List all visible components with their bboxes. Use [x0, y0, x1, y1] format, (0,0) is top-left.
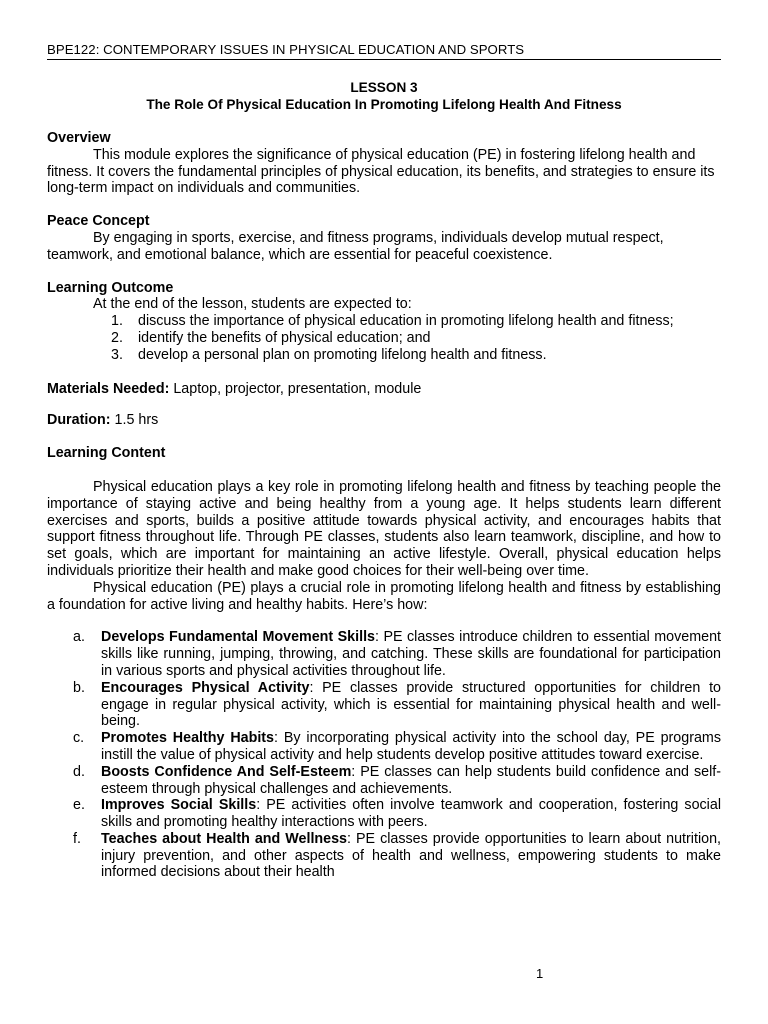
- document-page: [47, 42, 721, 881]
- list-letter: c.: [73, 730, 85, 747]
- benefits-list: [47, 629, 721, 881]
- list-number: 3.: [111, 346, 123, 363]
- lesson-title: The Role Of Physical Education In Promoting Lifelong Health And Fitness: [146, 97, 622, 112]
- duration-label: Duration:: [47, 412, 111, 429]
- item-heading: Promotes Healthy Habits: [101, 730, 275, 747]
- content-paragraph-1: Physical education plays a key role in promoting lifelong health and fitness by teaching people the importance of staying active and being healthy from a young age. It helps students learn different exercises and sports, builds a positive attitude towards physical activity, and encourages habits that support fitness throughout life. Through PE classes, students also learn teamwork, discipline, and how to set goals, which are important for maintaining an active lifestyle. Overall, physical education helps individuals prioritize their health and make good choices for their well-being over time.: [47, 478, 721, 579]
- list-item: [47, 764, 721, 798]
- list-letter: d.: [73, 763, 85, 780]
- peace-heading: Peace Concept: [47, 213, 150, 230]
- item-text: : PE classes can help students build confidence and self-esteem through physical challenges and achievements.: [101, 763, 721, 797]
- list-letter: e.: [73, 797, 85, 814]
- outcome-intro: At the end of the lesson, students are expected to:: [93, 296, 412, 313]
- duration-line: [47, 412, 721, 429]
- list-item: [47, 730, 721, 764]
- item-text: : PE activities often involve teamwork and cooperation, fostering social skills and promoting healthy interactions with peers.: [101, 797, 721, 831]
- materials-line: [47, 381, 721, 398]
- list-item: [47, 629, 721, 679]
- overview-heading: Overview: [47, 130, 111, 146]
- item-heading: Improves Social Skills: [101, 797, 257, 814]
- lesson-label: LESSON 3: [350, 80, 418, 95]
- peace-text: By engaging in sports, exercise, and fitness programs, individuals develop mutual respect, teamwork, and emotional balance, which are essential for peaceful coexistence.: [47, 229, 664, 263]
- item-heading: Boosts Confidence And Self-Esteem: [101, 763, 352, 780]
- list-number: 2.: [111, 329, 123, 346]
- outcome-list: [111, 313, 721, 363]
- running-header: BPE122: CONTEMPORARY ISSUES IN PHYSICAL EDUCATION AND SPORTS: [47, 42, 721, 60]
- content-paragraph-2: Physical education (PE) plays a crucial role in promoting lifelong health and fitness by establishing a foundation for active living and healthy habits. Here’s how:: [47, 579, 721, 613]
- list-letter: a.: [73, 629, 85, 646]
- list-item: [111, 330, 721, 347]
- list-item: [111, 313, 721, 330]
- item-heading: Develops Fundamental Movement Skills: [101, 629, 376, 646]
- item-text: : PE classes provide opportunities to learn about nutrition, injury prevention, and other aspects of health and wellness, empowering students to make informed decisions about their health: [101, 830, 721, 881]
- page-number: 1: [536, 966, 544, 981]
- list-letter: b.: [73, 679, 85, 696]
- overview-text: This module explores the significance of physical education (PE) in fostering lifelong health and fitness. It covers the fundamental principles of physical education, its benefits, and strategies to ensure its long-term impact on individuals and communities.: [47, 146, 715, 197]
- list-letter: f.: [73, 830, 81, 847]
- item-text: : By incorporating physical activity into the school day, PE programs instill the value of physical activity and help students develop positive attitudes toward exercise.: [101, 730, 721, 763]
- item-heading: Encourages Physical Activity: [101, 679, 310, 696]
- materials-label: Materials Needed:: [47, 380, 170, 397]
- list-item: [47, 680, 721, 730]
- list-text: discuss the importance of physical education in promoting lifelong health and fitness;: [138, 313, 674, 330]
- item-text: : PE classes provide structured opportunities for children to engage in regular physical activity, which is essential for maintaining physical health and well-being.: [101, 679, 721, 730]
- content-heading: Learning Content: [47, 445, 166, 462]
- list-number: 1.: [111, 313, 123, 330]
- list-item: [47, 797, 721, 831]
- item-heading: Teaches about Health and Wellness: [101, 830, 347, 847]
- list-text: identify the benefits of physical education; and: [138, 329, 431, 346]
- item-text: : PE classes introduce children to essential movement skills like running, jumping, throwing, and catching. These skills are foundational for participation in various sports and physical activities throughout life.: [101, 629, 722, 679]
- list-item: [111, 347, 721, 364]
- duration-value: 1.5 hrs: [110, 412, 159, 429]
- list-text: develop a personal plan on promoting lifelong health and fitness.: [138, 346, 547, 363]
- outcome-heading: Learning Outcome: [47, 279, 174, 296]
- list-item: [47, 831, 721, 881]
- materials-value: Laptop, projector, presentation, module: [169, 380, 422, 397]
